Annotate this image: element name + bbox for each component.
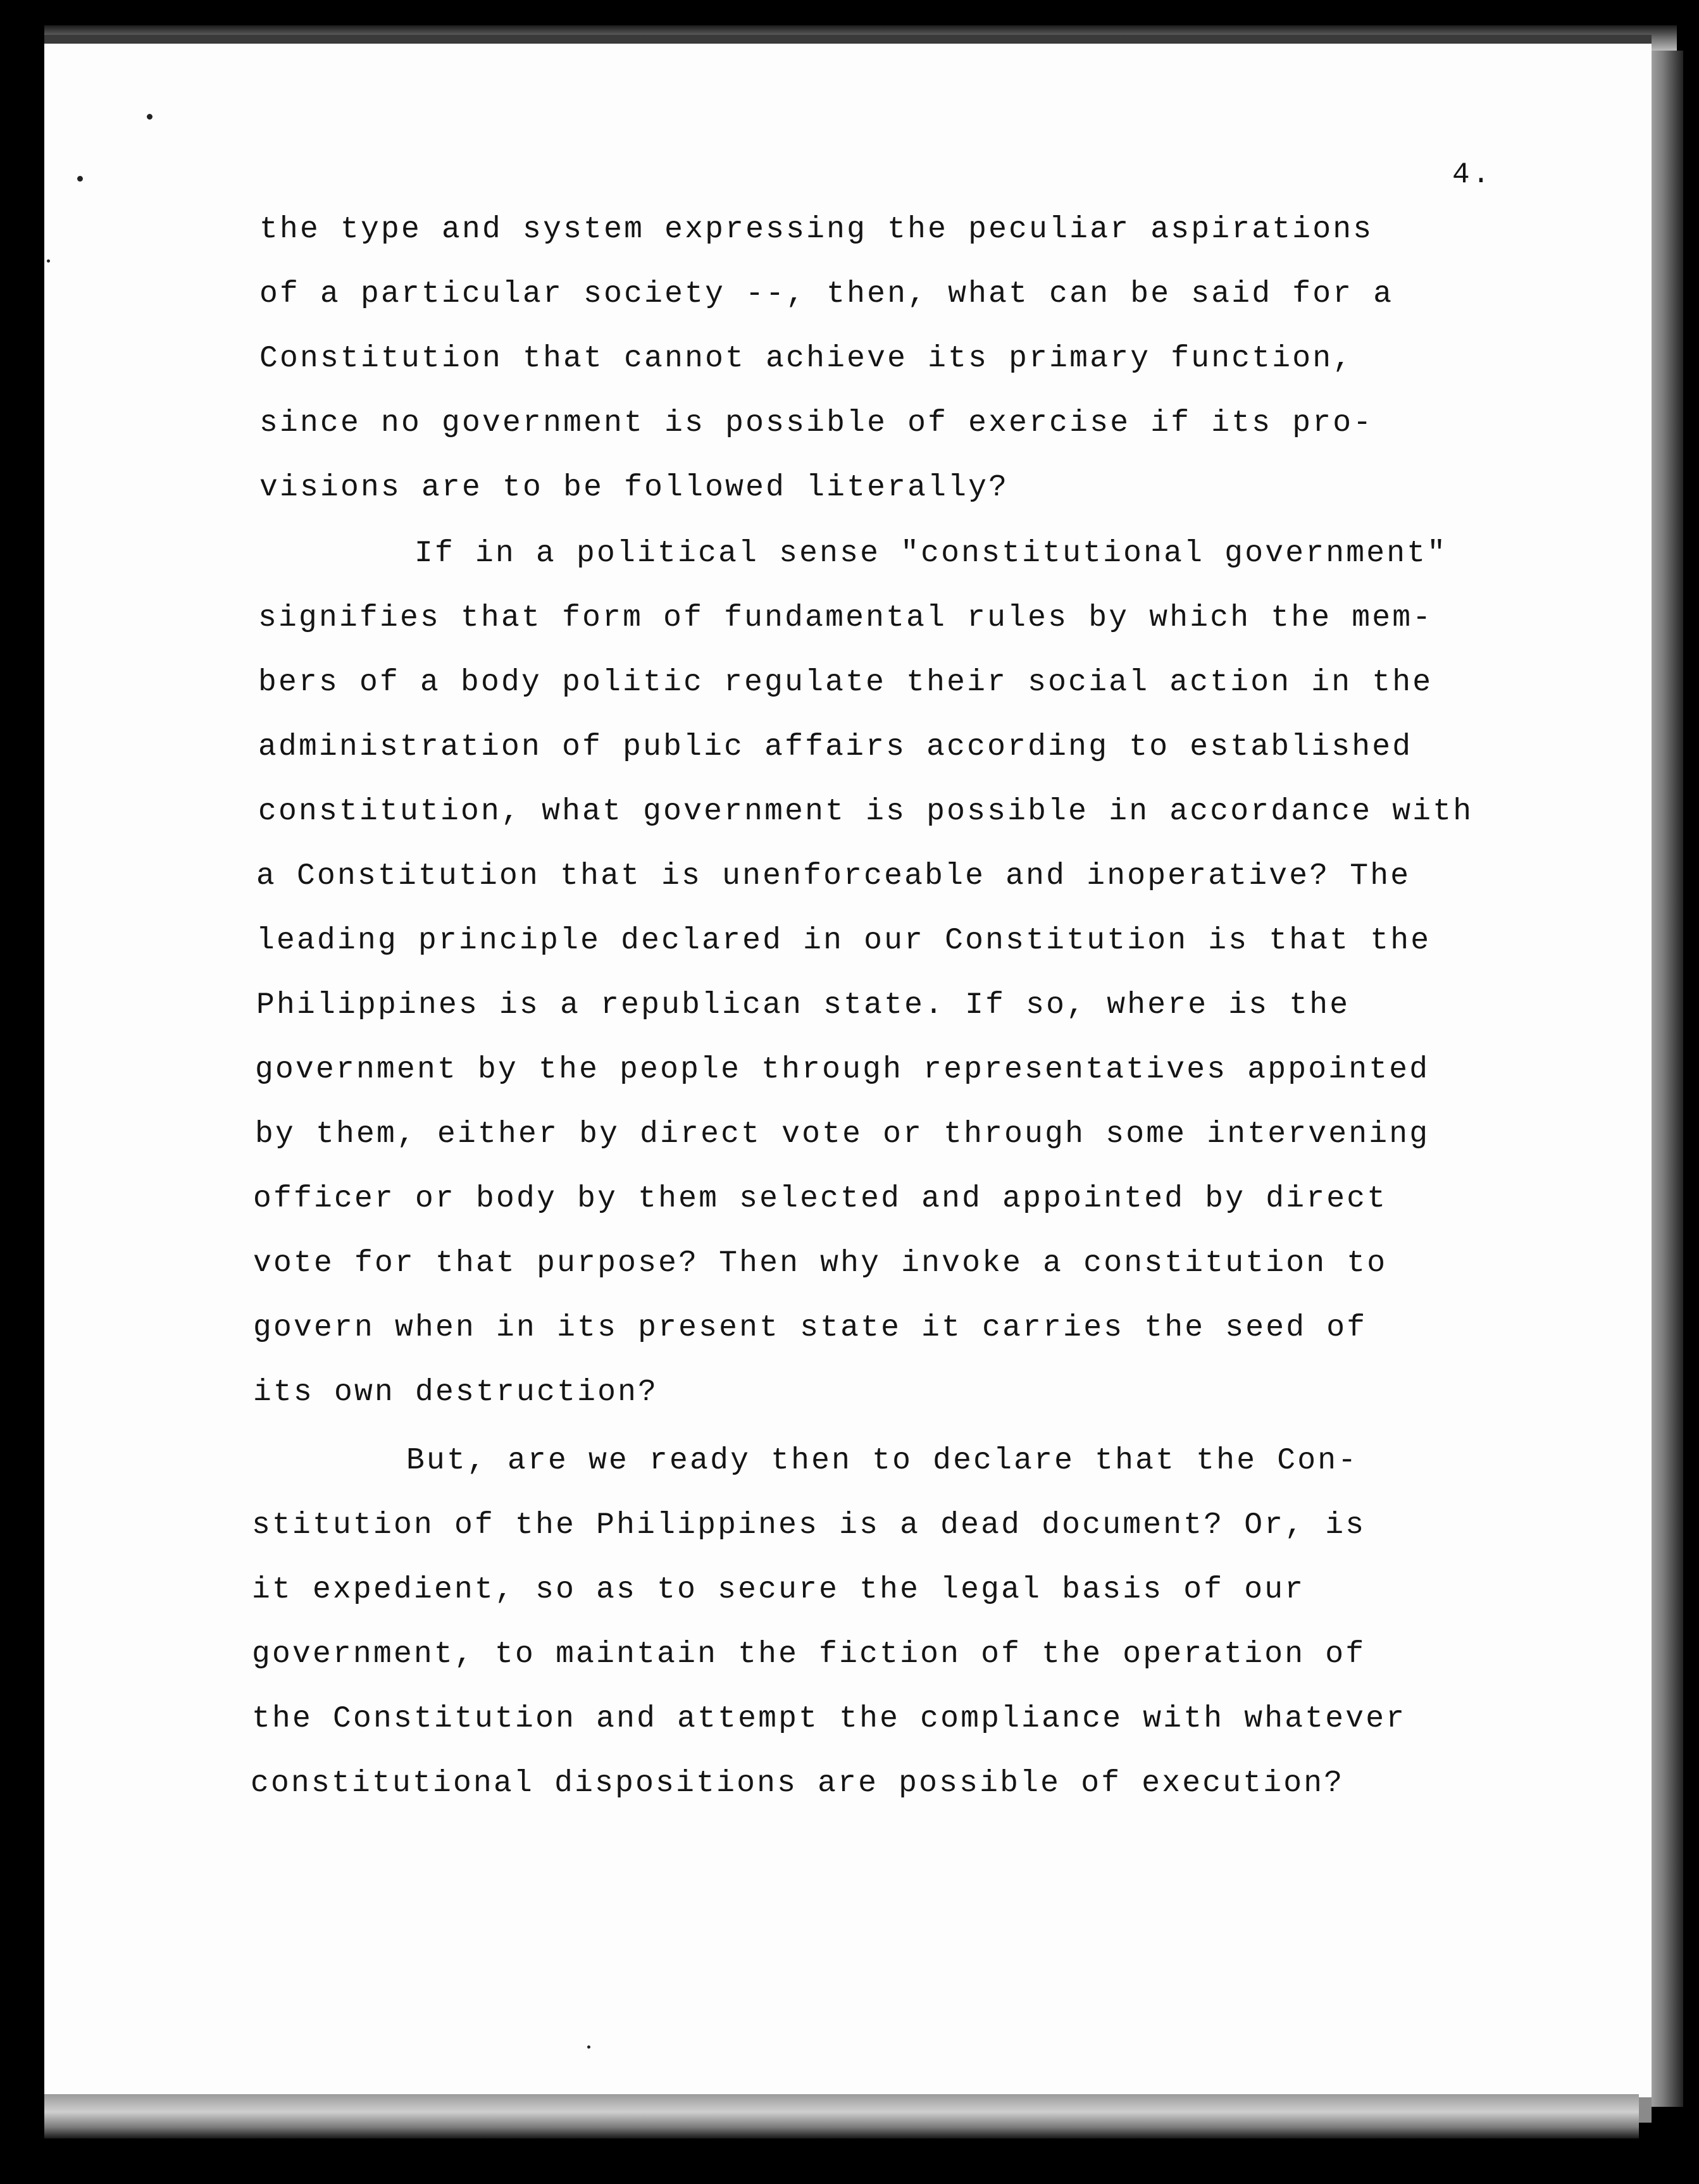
text-line: the Constitution and attempt the compliance with whatever (252, 1702, 1407, 1736)
text-line: its own destruction? (253, 1375, 659, 1410)
text-line: the type and system expressing the peculiar aspirations (259, 213, 1374, 247)
text-line: government by the people through representatives appointed (255, 1053, 1430, 1087)
text-line: administration of public affairs according to established (258, 730, 1413, 764)
text-line: Philippines is a republican state. If so, where is the (256, 988, 1350, 1022)
text-line: officer or body by them selected and appointed by direct (253, 1182, 1388, 1216)
text-line: it expedient, so as to secure the legal basis of our (252, 1573, 1305, 1607)
text-line: since no government is possible of exercise if its pro- (259, 406, 1374, 440)
text-line: constitutional dispositions are possible of execution? (251, 1766, 1345, 1801)
text-line: leading principle declared in our Constitution is that the (256, 924, 1431, 958)
text-line: Constitution that cannot achieve its primary function, (259, 342, 1354, 376)
text-line: constitution, what government is possible in accordance with (258, 795, 1474, 829)
text-line: bers of a body politic regulate their social action in the (258, 666, 1433, 700)
text-line: But, are we ready then to declare that the Con- (406, 1444, 1359, 1478)
text-line: of a particular society --, then, what can be said for a (259, 277, 1394, 311)
text-line: signifies that form of fundamental rules by which the mem- (258, 601, 1433, 635)
text-line: If in a political sense "constitutional government" (414, 537, 1448, 571)
text-line: a Constitution that is unenforceable and inoperative? The (256, 859, 1411, 893)
text-line: by them, either by direct vote or through some intervening (255, 1117, 1430, 1151)
page-number: 4. (1452, 158, 1493, 191)
text-line: govern when in its present state it carries the seed of (253, 1311, 1367, 1345)
text-line: vote for that purpose? Then why invoke a constitution to (253, 1246, 1388, 1281)
text-line: stitution of the Philippines is a dead document? Or, is (252, 1508, 1366, 1542)
text-line: government, to maintain the fiction of the operation of (252, 1637, 1366, 1672)
text-line: visions are to be followed literally? (259, 471, 1009, 505)
